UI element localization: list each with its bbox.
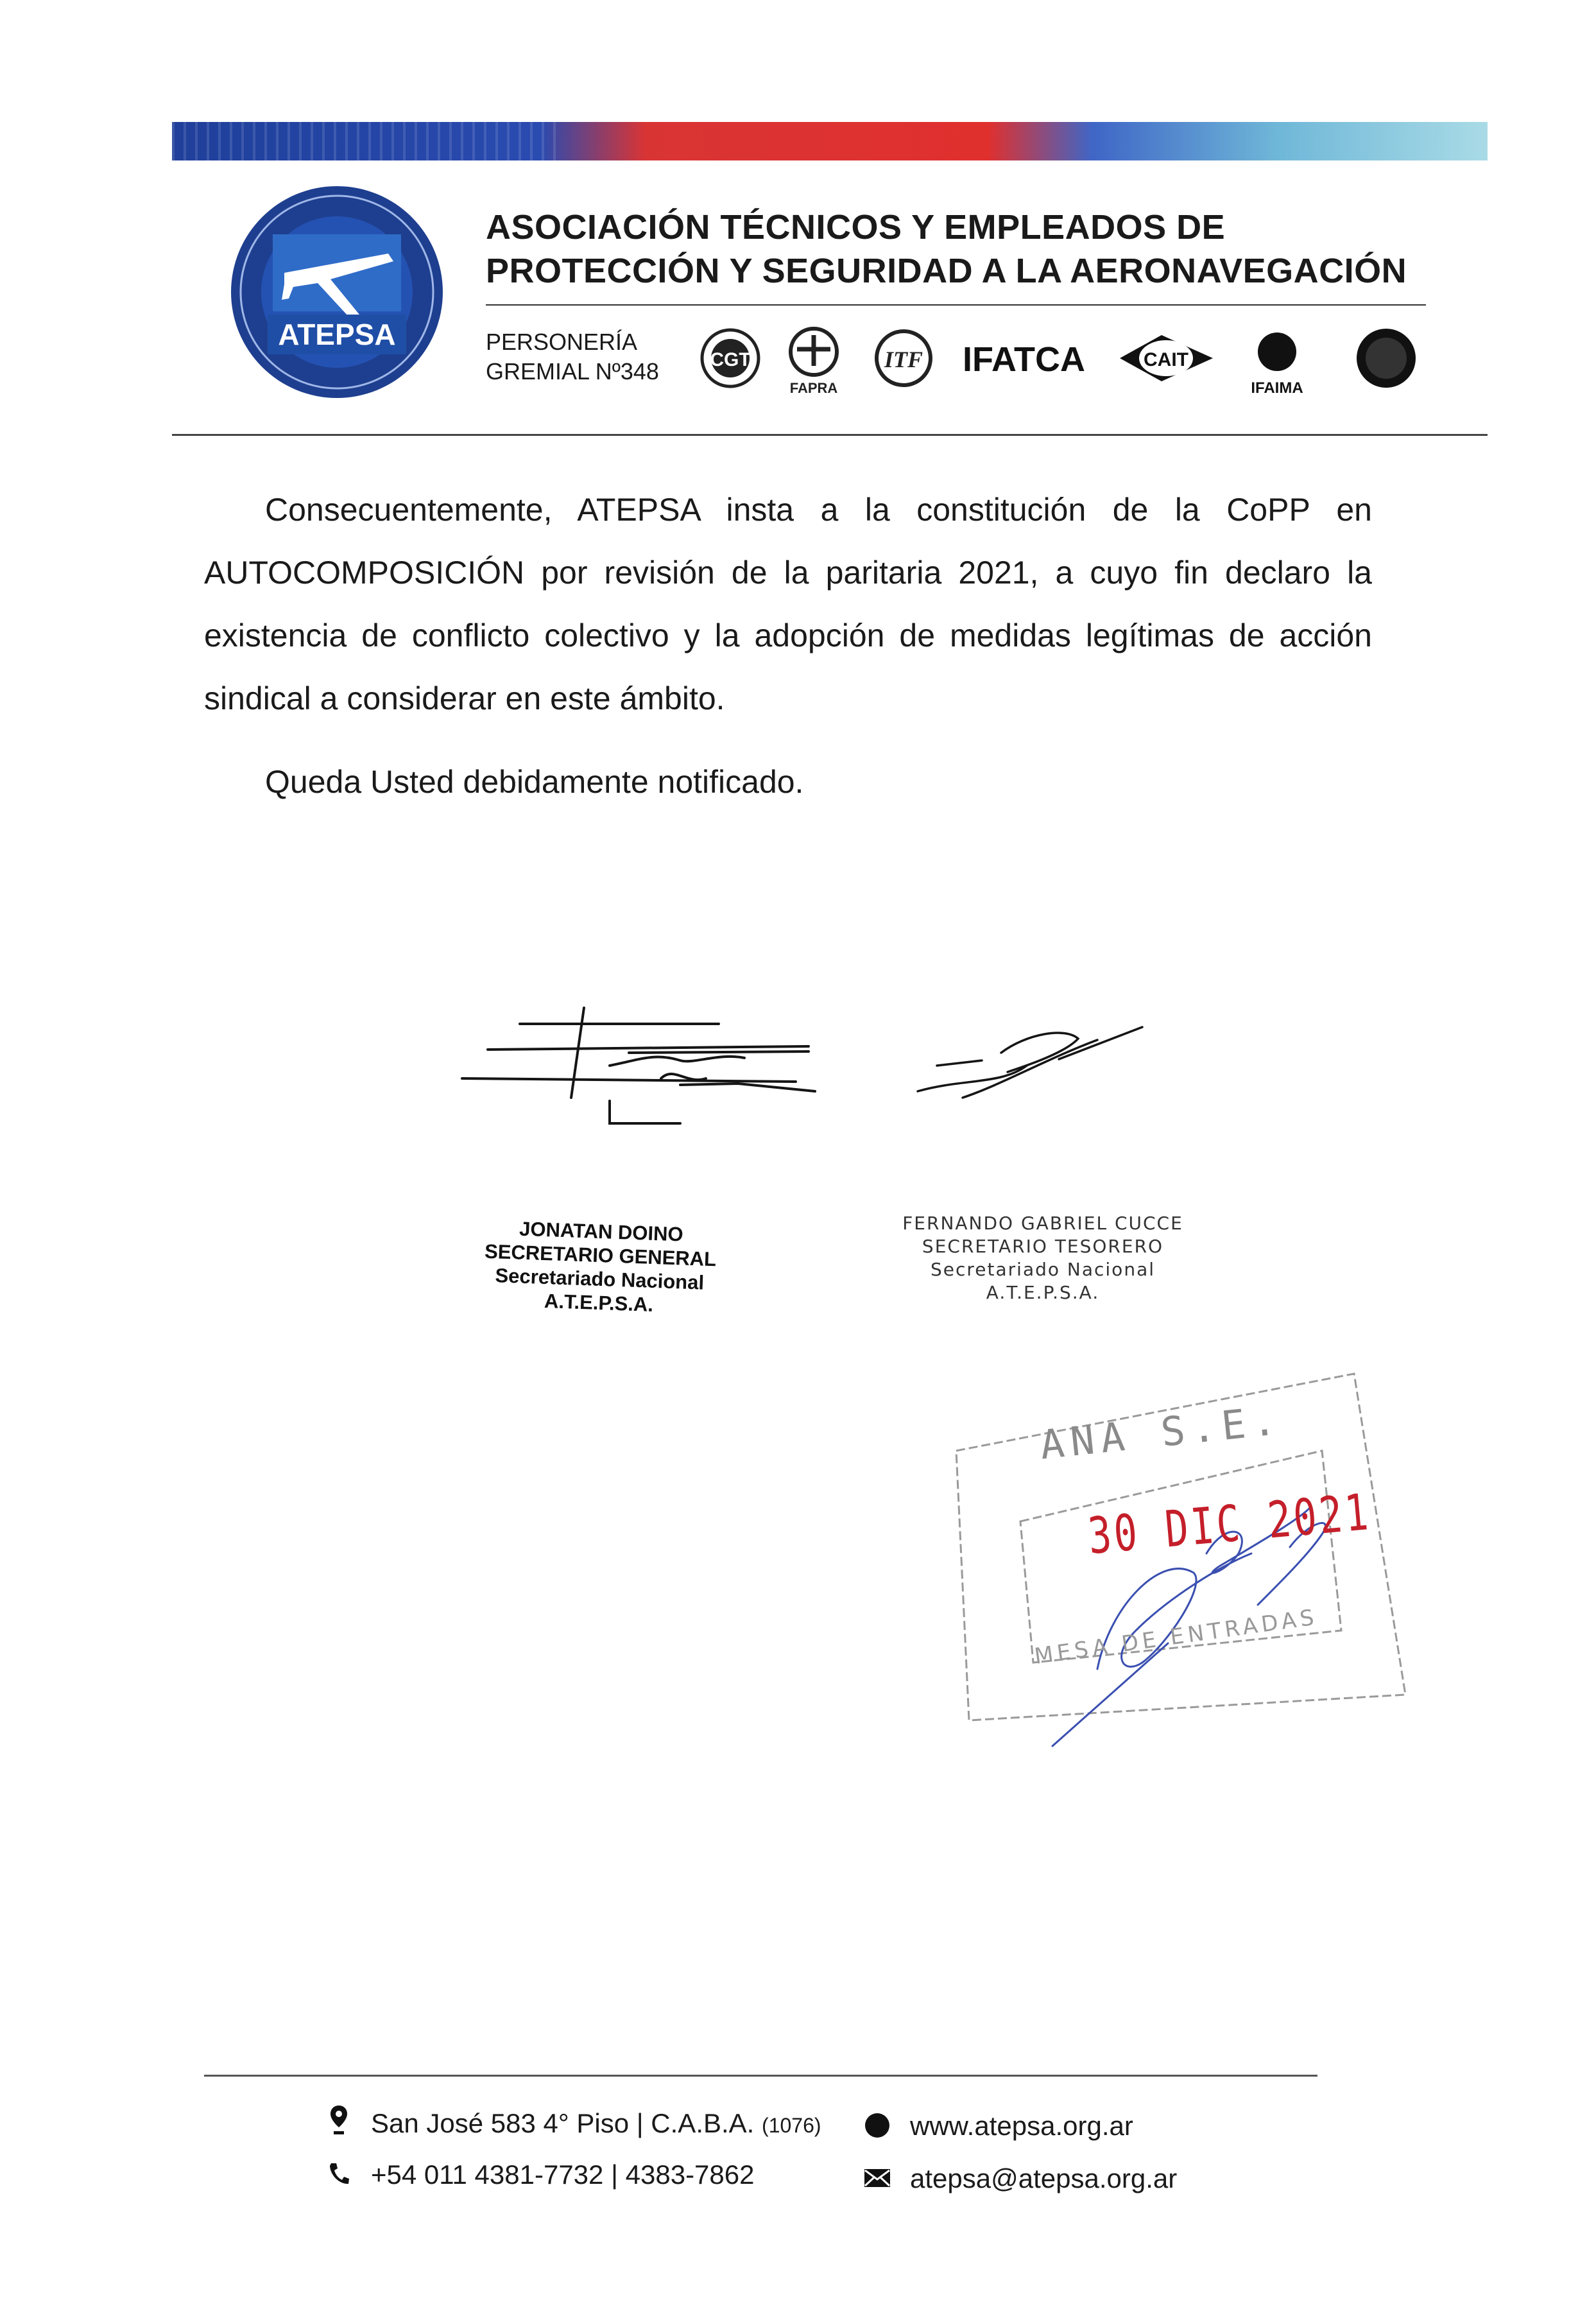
signature-right [918, 1027, 1142, 1098]
signer-department: Secretariado Nacional [931, 1259, 1155, 1280]
svg-text:IFAIMA: IFAIMA [1251, 379, 1303, 397]
signer-department: Secretariado Nacional [495, 1264, 705, 1294]
ifaima-emblem [1251, 333, 1303, 397]
personeria-gremial [486, 327, 659, 386]
footer-address [371, 2108, 821, 2139]
footer-divider [204, 2075, 1317, 2077]
svg-text:CAIT: CAIT [1144, 349, 1188, 370]
stamp-subtitle: MESA DE ENTRADAS [1033, 1604, 1319, 1670]
signature-left [462, 1008, 815, 1123]
signer-role: SECRETARIO TESORERO [922, 1236, 1164, 1257]
signer-name: FERNANDO GABRIEL CUCCE [902, 1213, 1183, 1234]
gremial-number: GREMIAL Nº348 [486, 358, 659, 385]
mail-icon [864, 2168, 891, 2188]
header-band-texture [172, 122, 557, 160]
signer-organization: A.T.E.P.S.A. [986, 1282, 1100, 1303]
signer-name: JONATAN DOINO [519, 1217, 684, 1246]
signer-organization: A.T.E.P.S.A. [544, 1290, 654, 1316]
footer-phones: +54 011 4381-7732 | 4383-7862 [371, 2159, 755, 2190]
personeria-label: PERSONERÍA [486, 329, 638, 355]
footer-website[interactable]: www.atepsa.org.ar [910, 2111, 1133, 2141]
letter-body [204, 478, 1372, 813]
address-text: San José 583 4° Piso | C.A.B.A. [371, 2108, 755, 2138]
organization-name-line2: PROTECCIÓN Y SEGURIDAD A LA AERONAVEGACIÓN [486, 252, 1407, 290]
signature-block-right [892, 1212, 1194, 1304]
header-divider [172, 434, 1488, 436]
svg-text:ITF: ITF [884, 347, 923, 372]
itf-emblem [877, 331, 931, 385]
organization-name-rule [486, 304, 1426, 306]
stamp-title: ANA S.E. [1038, 1396, 1285, 1469]
seal-emblem [1357, 329, 1416, 388]
atepsa-logo [228, 183, 446, 401]
stamp-date: 30 DIC 2021 [1085, 1483, 1373, 1566]
signer-role: SECRETARIO GENERAL [484, 1240, 717, 1271]
svg-text:CGT: CGT [710, 349, 751, 370]
location-pin-icon [329, 2104, 349, 2138]
svg-text:IFATCA: IFATCA [963, 340, 1085, 379]
postal-code: (1076) [762, 2114, 821, 2137]
affiliation-emblems [699, 321, 1431, 398]
organization-name [486, 205, 1407, 293]
body-paragraph-2: Queda Usted debidamente notificado. [265, 764, 804, 800]
organization-name-line1: ASOCIACIÓN TÉCNICOS Y EMPLEADOS DE [486, 208, 1226, 246]
fapra-emblem [790, 329, 838, 396]
svg-text:ATEPSA: ATEPSA [278, 318, 396, 351]
cgt-emblem [702, 330, 759, 386]
svg-text:FAPRA: FAPRA [789, 380, 838, 396]
footer-email[interactable]: atepsa@atepsa.org.ar [910, 2163, 1178, 2193]
handwritten-signatures [449, 989, 1219, 1168]
phone-icon [327, 2161, 350, 2186]
signature-block-left [461, 1215, 740, 1320]
globe-icon [864, 2112, 891, 2139]
ifatca-emblem [963, 340, 1085, 379]
cait-emblem [1120, 335, 1213, 381]
body-paragraph-1: Consecuentemente, ATEPSA insta a la constitución de la CoPP en AUTOCOMPOSICIÓN por revisión de la paritaria 2021, a cuyo fin declaro la existencia de conflicto colectivo y la adopción de medidas legítimas de acción sindical a considerar en este ámbito. [204, 492, 1372, 716]
